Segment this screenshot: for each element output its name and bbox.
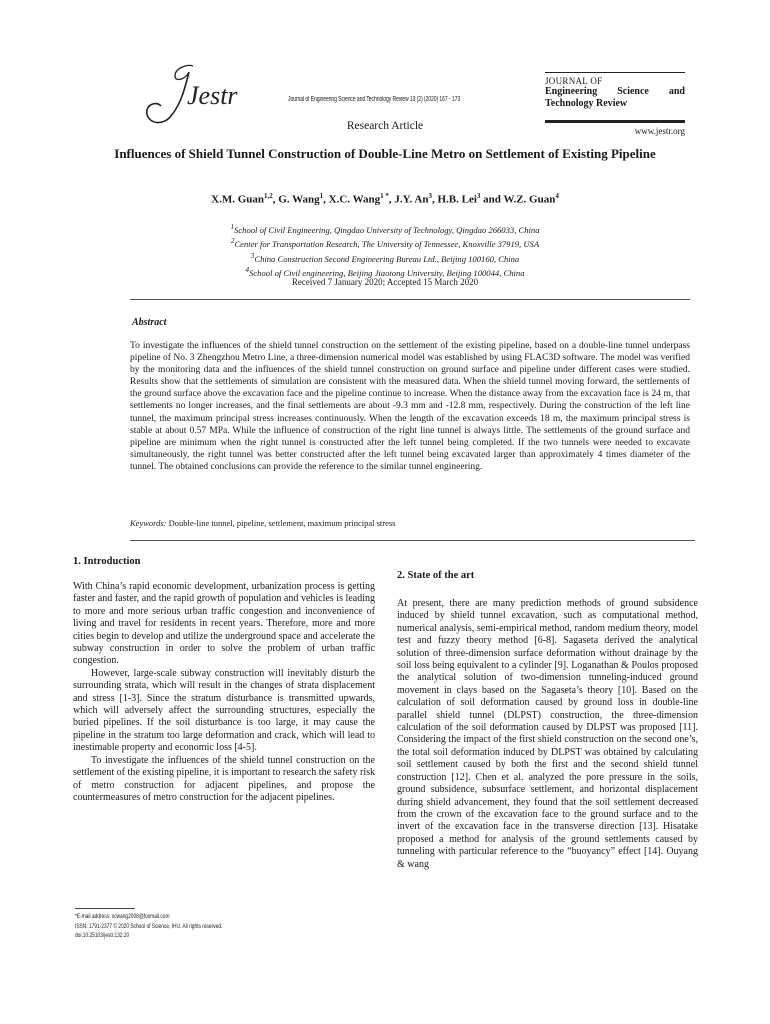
- logo-text: Jestr: [187, 81, 238, 110]
- affiliation-line: [110, 251, 660, 265]
- journal-name-line1: Engineering Science and: [545, 86, 685, 97]
- author-name: W.Z. Guan: [503, 193, 556, 206]
- author-name: J.Y. An: [394, 193, 429, 206]
- abstract-text: To investigate the influences of the shield tunnel construction on the settlement of the existing pipeline, based on a double-line tunnel underpass pipeline of No. 3 Zhengzhou Metro Line, a three-dimension numerical model was established by using FLAC3D software. The model was verified by the monitoring data and the influences of the shield tunnel construction on ground surface and pipeline under different cases were studied. Results show that the settlements of simulation are consistent with the measured data. When the shield tunnel moving forward, the settlements of the ground surface above the excavation face and the pipeline continue to increase. When the distance away from the excavation face is 24 m, that settlements no longer increases, and the final settlements are about -9.3 mm and -12.8 mm, respectively. During the construction of the left line tunnel, the maximum principal stress increases continuously. When the length of the excavation exceeds 18 m, the maximum principal stress is stable at about 0.57 MPa. While the influence of construction of the right line tunnel is always little. The settlements of the ground surface and pipeline are minimum when the right tunnel is constructed after the left tunnel being completed. If the two tunnels were needed to excavate simultaneously, the right tunnel was better constructed after the left tunnel being excavated larger than approximately 4 times diameter of the tunnel. The obtained conclusions can provide the reference to the similar tunnel engineering.: [130, 341, 690, 472]
- footnote-doi: doi:10.25103/jestr.132.20: [75, 932, 130, 939]
- affiliation-text: China Construction Second Engineering Bureau Ltd., Beijing 100160, China: [254, 253, 520, 264]
- affiliation-mark: 2: [230, 237, 235, 246]
- masthead-bottom-rule: [545, 120, 685, 123]
- affiliation-mark: 1: [230, 223, 235, 231]
- journal-masthead: [545, 72, 685, 136]
- footnote: [75, 912, 222, 941]
- affiliation-mark: 3: [250, 251, 255, 260]
- author-list: X.M. Guan$^{1,2}$, G. Wang$^1$, X.C. Wang$^{1 *}$, J.Y. An$^3$, H.B. Lei$^3$ and W.Z. Guan$^4$: [211, 192, 559, 206]
- article-type: Research Article: [346, 120, 424, 132]
- journal-label: JOURNAL OF: [545, 76, 603, 86]
- journal-logo: [135, 60, 255, 130]
- footnote-rule: [75, 908, 135, 909]
- paragraph: To investigate the influences of the shield tunnel construction on the settlement of the existing pipeline, it is important to research the safety risk of metro construction for adjacent pipelines, and propose the countermeasures of metro construction for the adjacent pipelines.: [73, 754, 375, 803]
- author-affiliation-mark: 4: [555, 192, 559, 200]
- author-name: G. Wang: [278, 193, 320, 206]
- state-of-art-body: [397, 598, 698, 871]
- footnote-issn: ISSN: 1791-2377 © 2020 School of Science, IHU. All rights reserved.: [75, 922, 223, 930]
- keywords-text: Double-line tunnel, pipeline, settlement, maximum principal stress: [168, 518, 396, 528]
- author-name: X.M. Guan: [211, 193, 265, 206]
- journal-name-line2: Technology Review: [545, 98, 628, 109]
- affiliations: [110, 222, 660, 279]
- paragraph: However, large-scale subway construction will inevitably disturb the surrounding strata, which will result in the changes of strata displacement and stress [1-3]. Since the stratum disturbance is transmitted upwards, which will adversely affect the surrounding structures, especially the buried pipelines. If the soil disturbance is too large, it may cause the pipeline in the stratum too large deformation and crack, which will lead to inestimable property and economic loss [4-5].: [73, 667, 375, 754]
- author-name: H.B. Lei: [437, 193, 477, 206]
- author-affiliation-mark: 1: [319, 192, 324, 200]
- affiliation-line: [110, 236, 660, 250]
- divider: [130, 299, 690, 300]
- author-affiliation-mark: 3: [428, 192, 432, 200]
- section-heading-state-of-art: 2. State of the art: [397, 570, 475, 581]
- author-affiliation-mark: 1 *: [380, 192, 389, 200]
- paragraph: With China’s rapid economic development, urbanization process is getting faster and faster, and the rapid growth of population and vehicles is leading to more and more serious urban traffic congestion and inconvenience of living and travel for residents in recent years. Therefore, more and more cities begin to develop and utilize the underground space and accelerate the subway construction in order to solve the problem of urban traffic congestion.: [73, 581, 375, 667]
- affiliation-text: Center for Transportation Research, The University of Tennessee, Knoxville 37919, USA: [234, 239, 540, 250]
- introduction-body: [73, 581, 375, 804]
- keywords: [130, 518, 690, 528]
- received-dates: Received 7 January 2020; Accepted 15 March 2020: [291, 277, 479, 287]
- paper-title: Influences of Shield Tunnel Construction of Double-Line Metro on Settlement of Existing Pipeline: [114, 146, 656, 161]
- affiliation-text: School of Civil Engineering, Qingdao University of Technology, Qingdao 266033, China: [234, 224, 540, 235]
- masthead-top-rule: [545, 72, 685, 73]
- author-affiliation-mark: 1,2: [264, 192, 273, 200]
- paragraph: At present, there are many prediction methods of ground subsidence induced by shield tunnel excavation, such as computational method, numerical analysis, semi-empirical method, random medium theory, model test and fuzzy theory method [6-8]. Sagaseta derived the analytical solution of three-dimension surface deformation without drainage by the soil loss being equivalent to a cylinder [9]. Loganathan & Poulos proposed the analytical solution of two-dimension tunneling-induced ground movement in clays based on the Sagaseta’s theory [10]. Based on the calculation of soil deformation caused by ground loss in double-line parallel shield tunnel (DLPST) construction, the three-dimension calculation of the soil deformation caused by DLPST was proposed [11]. Considering the impact of the first shield construction on the second one’s, the total soil deformation induced by DLPST was obtained by calculating soil settlement caused by both the first and the second shield tunnel construction [12]. Chen et al. analyzed the pore pressure in the soils, ground subsidence, subsurface settlement, and horizontal displacement during shield advancement, they found that the soil settlement decreased from the crown of the excavation face to the ground surface and to the invert of the excavation face in the transverse direction [13]. Hisatake proposed a method for analysis of the ground settlements caused by tunneling with particular reference to the “buoyancy” effect [14]. Ouyang & wang: [397, 598, 698, 870]
- journal-website[interactable]: www.jestr.org: [634, 126, 685, 136]
- divider: [130, 540, 695, 541]
- keywords-label: Keywords:: [130, 518, 167, 528]
- author-name: X.C. Wang: [328, 193, 381, 206]
- section-heading-introduction: 1. Introduction: [73, 556, 141, 567]
- affiliation-line: [110, 222, 660, 236]
- affiliation-text: School of Civil engineering, Beijing Jiaotong University, Beijing 100044, China: [249, 267, 525, 278]
- author-affiliation-mark: 3: [476, 192, 481, 200]
- affiliation-mark: 4: [245, 266, 250, 275]
- abstract-heading: Abstract: [132, 317, 167, 328]
- journal-citation: Journal of Engineering Science and Technology Review 13 (2) (2020) 167 - 173: [288, 96, 461, 103]
- footnote-email[interactable]: *E-mail address: xcwang2008@foxmail.com: [75, 913, 170, 920]
